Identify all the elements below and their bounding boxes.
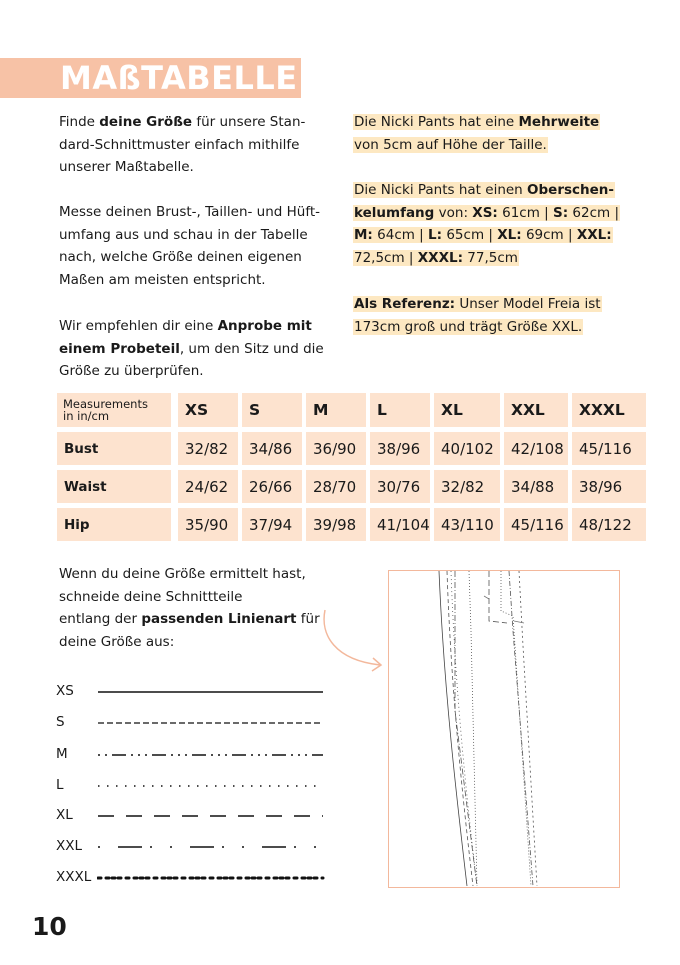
table-cell: 28/70 bbox=[306, 470, 366, 503]
table-cell: 32/82 bbox=[434, 470, 500, 503]
page-number: 10 bbox=[32, 912, 67, 941]
reference-info: Als Referenz: Unser Model Freia ist 173cm groß und trägt Größe XXL. bbox=[354, 296, 601, 335]
size-header-xs: XS bbox=[178, 393, 238, 427]
table-cell: 39/98 bbox=[306, 508, 366, 541]
linetype-label-xxxl: XXXL bbox=[56, 869, 92, 885]
table-corner-label: Measurements in in/cm bbox=[57, 393, 171, 427]
size-header-xxl: XXL bbox=[504, 393, 568, 427]
thigh-info: Die Nicki Pants hat einen Oberschen- kelumfang von: XS: 61cm | S: 62cm | M: 64cm | L: 65cm | XL: 69cm | XXL: 72,5cm | XXXL: 77,5cm bbox=[354, 182, 620, 266]
table-cell: 43/110 bbox=[434, 508, 500, 541]
linetype-label-s: S bbox=[56, 714, 65, 730]
linetype-sample-l bbox=[97, 782, 327, 790]
intro-paragraph-2: Messe deinen Brust-, Taillen- und Hüft- umfang aus und schau in der Tabelle nach, welche Größe deinen eigenen Maßen am meisten entspricht. bbox=[59, 204, 321, 288]
row-label-hip: Hip bbox=[57, 508, 171, 541]
table-cell: 45/116 bbox=[504, 508, 568, 541]
linetype-sample-xxxl bbox=[97, 874, 327, 882]
ease-info: Die Nicki Pants hat eine Mehrweite von 5cm auf Höhe der Taille. bbox=[354, 114, 600, 153]
table-cell: 34/88 bbox=[504, 470, 568, 503]
table-cell: 35/90 bbox=[178, 508, 238, 541]
page-title: MAßTABELLE bbox=[60, 59, 298, 97]
table-cell: 45/116 bbox=[572, 432, 646, 465]
pattern-preview bbox=[388, 570, 620, 888]
linetype-label-m: M bbox=[56, 746, 68, 762]
row-label-waist: Waist bbox=[57, 470, 171, 503]
table-cell: 37/94 bbox=[242, 508, 302, 541]
table-cell: 38/96 bbox=[572, 470, 646, 503]
table-cell: 41/104 bbox=[370, 508, 430, 541]
curved-arrow-icon bbox=[315, 605, 390, 675]
linetype-sample-m bbox=[97, 751, 327, 759]
table-cell: 40/102 bbox=[434, 432, 500, 465]
table-cell: 48/122 bbox=[572, 508, 646, 541]
table-cell: 32/82 bbox=[178, 432, 238, 465]
linetype-sample-s bbox=[97, 719, 327, 727]
linetype-label-xs: XS bbox=[56, 683, 74, 699]
linetype-sample-xxl bbox=[97, 843, 327, 851]
table-cell: 42/108 bbox=[504, 432, 568, 465]
size-header-xxxl: XXXL bbox=[572, 393, 646, 427]
linetype-label-xxl: XXL bbox=[56, 838, 83, 854]
table-cell: 36/90 bbox=[306, 432, 366, 465]
size-header-s: S bbox=[242, 393, 302, 427]
size-header-m: M bbox=[306, 393, 366, 427]
intro-paragraph-1: Finde deine Größe für unsere Stan- dard-Schnittmuster einfach mithilfe unserer Maßtabelle. bbox=[59, 114, 306, 175]
pattern-lines-illustration bbox=[389, 571, 618, 886]
table-cell: 34/86 bbox=[242, 432, 302, 465]
table-cell: 26/66 bbox=[242, 470, 302, 503]
linetype-label-l: L bbox=[56, 777, 64, 793]
size-header-xl: XL bbox=[434, 393, 500, 427]
linetype-label-xl: XL bbox=[56, 807, 73, 823]
row-label-bust: Bust bbox=[57, 432, 171, 465]
cut-instructions: Wenn du deine Größe ermittelt hast, schneide deine Schnittteile entlang der passenden Linienart für deine Größe aus: bbox=[59, 566, 320, 650]
table-cell: 30/76 bbox=[370, 470, 430, 503]
intro-paragraph-3: Wir empfehlen dir eine Anprobe mit einem Probeteil, um den Sitz und die Größe zu überprüfen. bbox=[59, 318, 324, 379]
linetype-sample-xs bbox=[97, 688, 327, 696]
table-cell: 38/96 bbox=[370, 432, 430, 465]
table-cell: 24/62 bbox=[178, 470, 238, 503]
size-header-l: L bbox=[370, 393, 430, 427]
linetype-sample-xl bbox=[97, 812, 327, 820]
